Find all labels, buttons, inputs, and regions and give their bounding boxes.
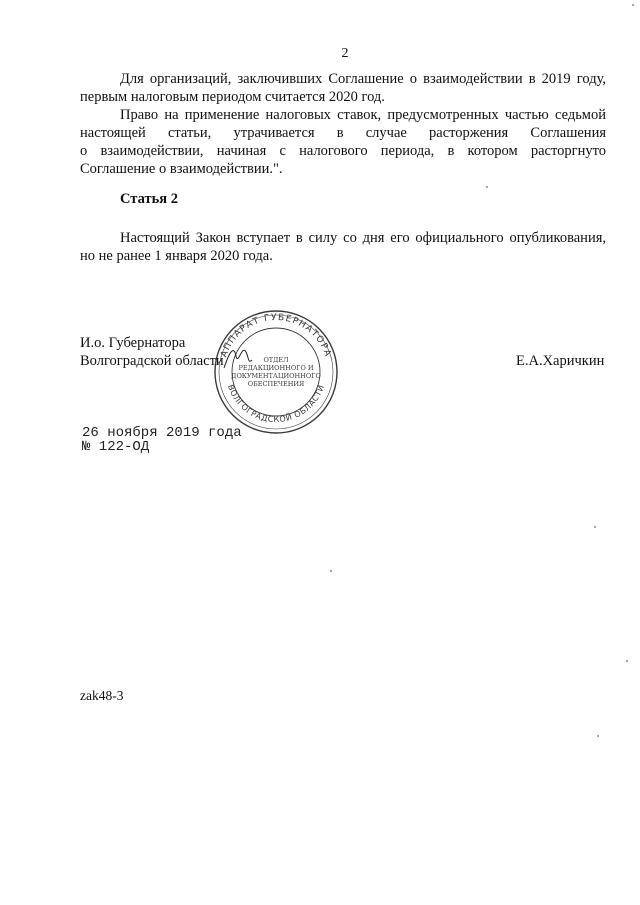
scan-speck xyxy=(632,4,634,6)
paragraph-2-line-1 xyxy=(80,106,606,125)
seal-center-line-1: ОТДЕЛ xyxy=(263,356,289,364)
paragraph-1-line-1 xyxy=(80,70,606,89)
scan-speck xyxy=(597,735,599,737)
document-code: zak48-3 xyxy=(80,688,124,703)
signatory-name: Е.А.Харичкин xyxy=(516,353,605,369)
date-stamp: 26 ноября 2019 года xyxy=(82,425,242,441)
seal-center-line-2: РЕДАКЦИОННОГО И xyxy=(238,364,314,372)
scan-speck xyxy=(486,186,488,188)
paragraph-2-line-4: Соглашение о взаимодействии.". xyxy=(80,161,283,177)
paragraph-2-line-3: о взаимодействии, начиная с налогового периода, в котором расторгнуто xyxy=(80,143,606,159)
seal-lower-text: ВОЛГОГРАДСКОЙ ОБЛАСТИ xyxy=(225,383,327,425)
paragraph-2-line-2: настоящей статьи, утрачивается в случае расторжения Соглашения xyxy=(80,125,606,141)
article-heading: Статья 2 xyxy=(120,191,178,207)
scan-speck xyxy=(626,660,628,662)
paragraph-2-line-1-text: Право на применение налоговых ставок, предусмотренных частью седьмой xyxy=(120,107,606,123)
seal-outer-text: АППАРАТ ГУБЕРНАТОРА xyxy=(219,312,333,359)
scan-speck xyxy=(330,570,332,572)
seal-center-line-4: ОБЕСПЕЧЕНИЯ xyxy=(247,380,305,388)
paragraph-3-line-2: но не ранее 1 января 2020 года. xyxy=(80,248,273,264)
scan-speck xyxy=(594,526,596,528)
handwritten-signature xyxy=(222,342,254,374)
svg-text:ВОЛГОГРАДСКОЙ ОБЛАСТИ xyxy=(226,383,326,424)
paragraph-3-line-1-text: Настоящий Закон вступает в силу со дня его официального опубликования, xyxy=(120,230,606,246)
number-stamp: № 122-ОД xyxy=(82,439,150,455)
paragraph-1-line-1-text: Для организаций, заключивших Соглашение о взаимодействии в 2019 году, xyxy=(120,71,606,87)
paragraph-1-line-2: первым налоговым периодом считается 2020 год. xyxy=(80,89,385,105)
page-number: 2 xyxy=(341,46,349,61)
signatory-title-line-2: Волгоградской области xyxy=(80,353,224,369)
paragraph-3-line-1 xyxy=(80,229,606,248)
signatory-title-line-1: И.о. Губернатора xyxy=(80,335,186,351)
seal-center-line-3: ДОКУМЕНТАЦИОННОГО xyxy=(231,372,321,380)
